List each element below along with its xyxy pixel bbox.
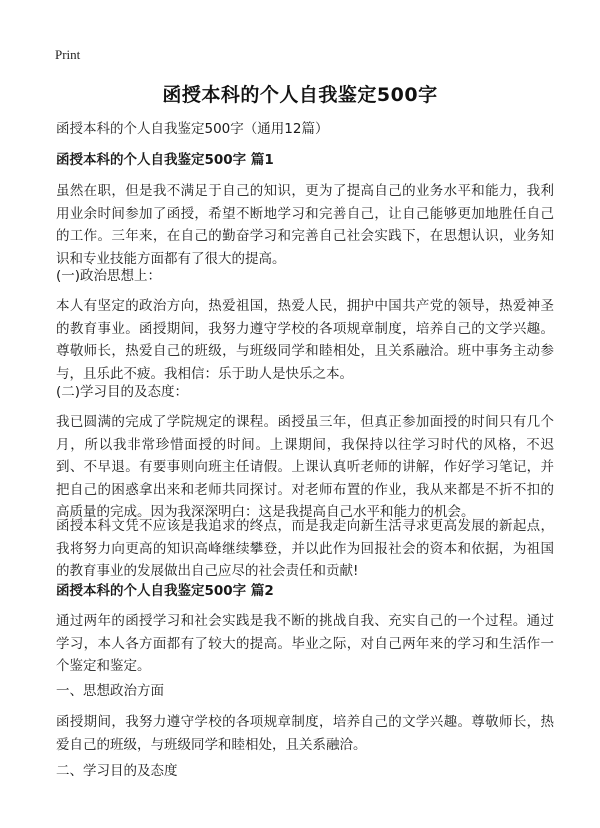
section-2-paragraph-2: 函授期间，我努力遵守学校的各项规章制度，培养自己的文学兴趣。尊敬师长，热爱自己的班级，与班级同学和睦相处，且关系融洽。 (56, 714, 554, 753)
page-title: 函授本科的个人自我鉴定500字 (162, 84, 438, 106)
section-1-subheading-2: (二)学习目的及态度： (56, 384, 189, 400)
section-1-subheading-1: (一)政治思想上： (56, 268, 162, 284)
document-subtitle: 函授本科的个人自我鉴定500字（通用12篇） (56, 121, 329, 137)
section-1-paragraph-2: 本人有坚定的政治方向，热爱祖国，热爱人民，拥护中国共产党的领导，热爱神圣的教育事业。函授期间，我努力遵守学校的各项规章制度，培养自己的文学兴趣。尊敬师长，热爱自己的班级，与班级同学和睦相处，且关系融洽。班中事务主动参与，且乐此不疲。我相信：乐于助人是快乐之本。 (56, 298, 554, 382)
section-2-subheading-2: 二、学习目的及态度 (56, 763, 178, 779)
section-1-paragraph-3: 我已圆满的完成了学院规定的课程。函授虽三年，但真正参加面授的时间只有几个月，所以我非常珍惜面授的时间。上课期间，我保持以往学习时代的风格，不迟到、不早退。有要事则向班主任请假。上课认真听老师的讲解，作好学习笔记，并把自己的困惑拿出来和老师共同探讨。对老师布置的作业，我从来都是不折不扣的高质量的完成。因为我深深明白：这是我提高自己水平和能力的机会。 (56, 414, 554, 520)
section-2-subheading-1: 一、思想政治方面 (56, 683, 164, 699)
section-1-heading: 函授本科的个人自我鉴定500字 篇1 (56, 152, 274, 168)
print-label: Print (55, 47, 81, 62)
section-2-heading: 函授本科的个人自我鉴定500字 篇2 (56, 583, 274, 599)
section-1-paragraph-4: 函授本科文凭不应该是我追求的终点，而是我走向新生活寻求更高发展的新起点，我将努力向更高的知识高峰继续攀登，并以此作为回报社会的资本和依据，为祖国的教育事业的发展做出自己应尽的社会责任和贡献! (56, 518, 554, 579)
section-2-paragraph-1: 通过两年的函授学习和社会实践是我不断的挑战自我、充实自己的一个过程。通过学习，本人各方面都有了较大的提高。毕业之际，对自己两年来的学习和生活作一个鉴定和鉴定。 (56, 613, 554, 674)
section-1-paragraph-1: 虽然在职，但是我不满足于自己的知识，更为了提高自己的业务水平和能力，我利用业余时间参加了函授，希望不断地学习和完善自己，让自己能够更加地胜任自己的工作。三年来，在自己的勤奋学习和完善自己社会实践下，在思想认识，业务知识和专业技能方面都有了很大的提高。 (56, 183, 554, 267)
